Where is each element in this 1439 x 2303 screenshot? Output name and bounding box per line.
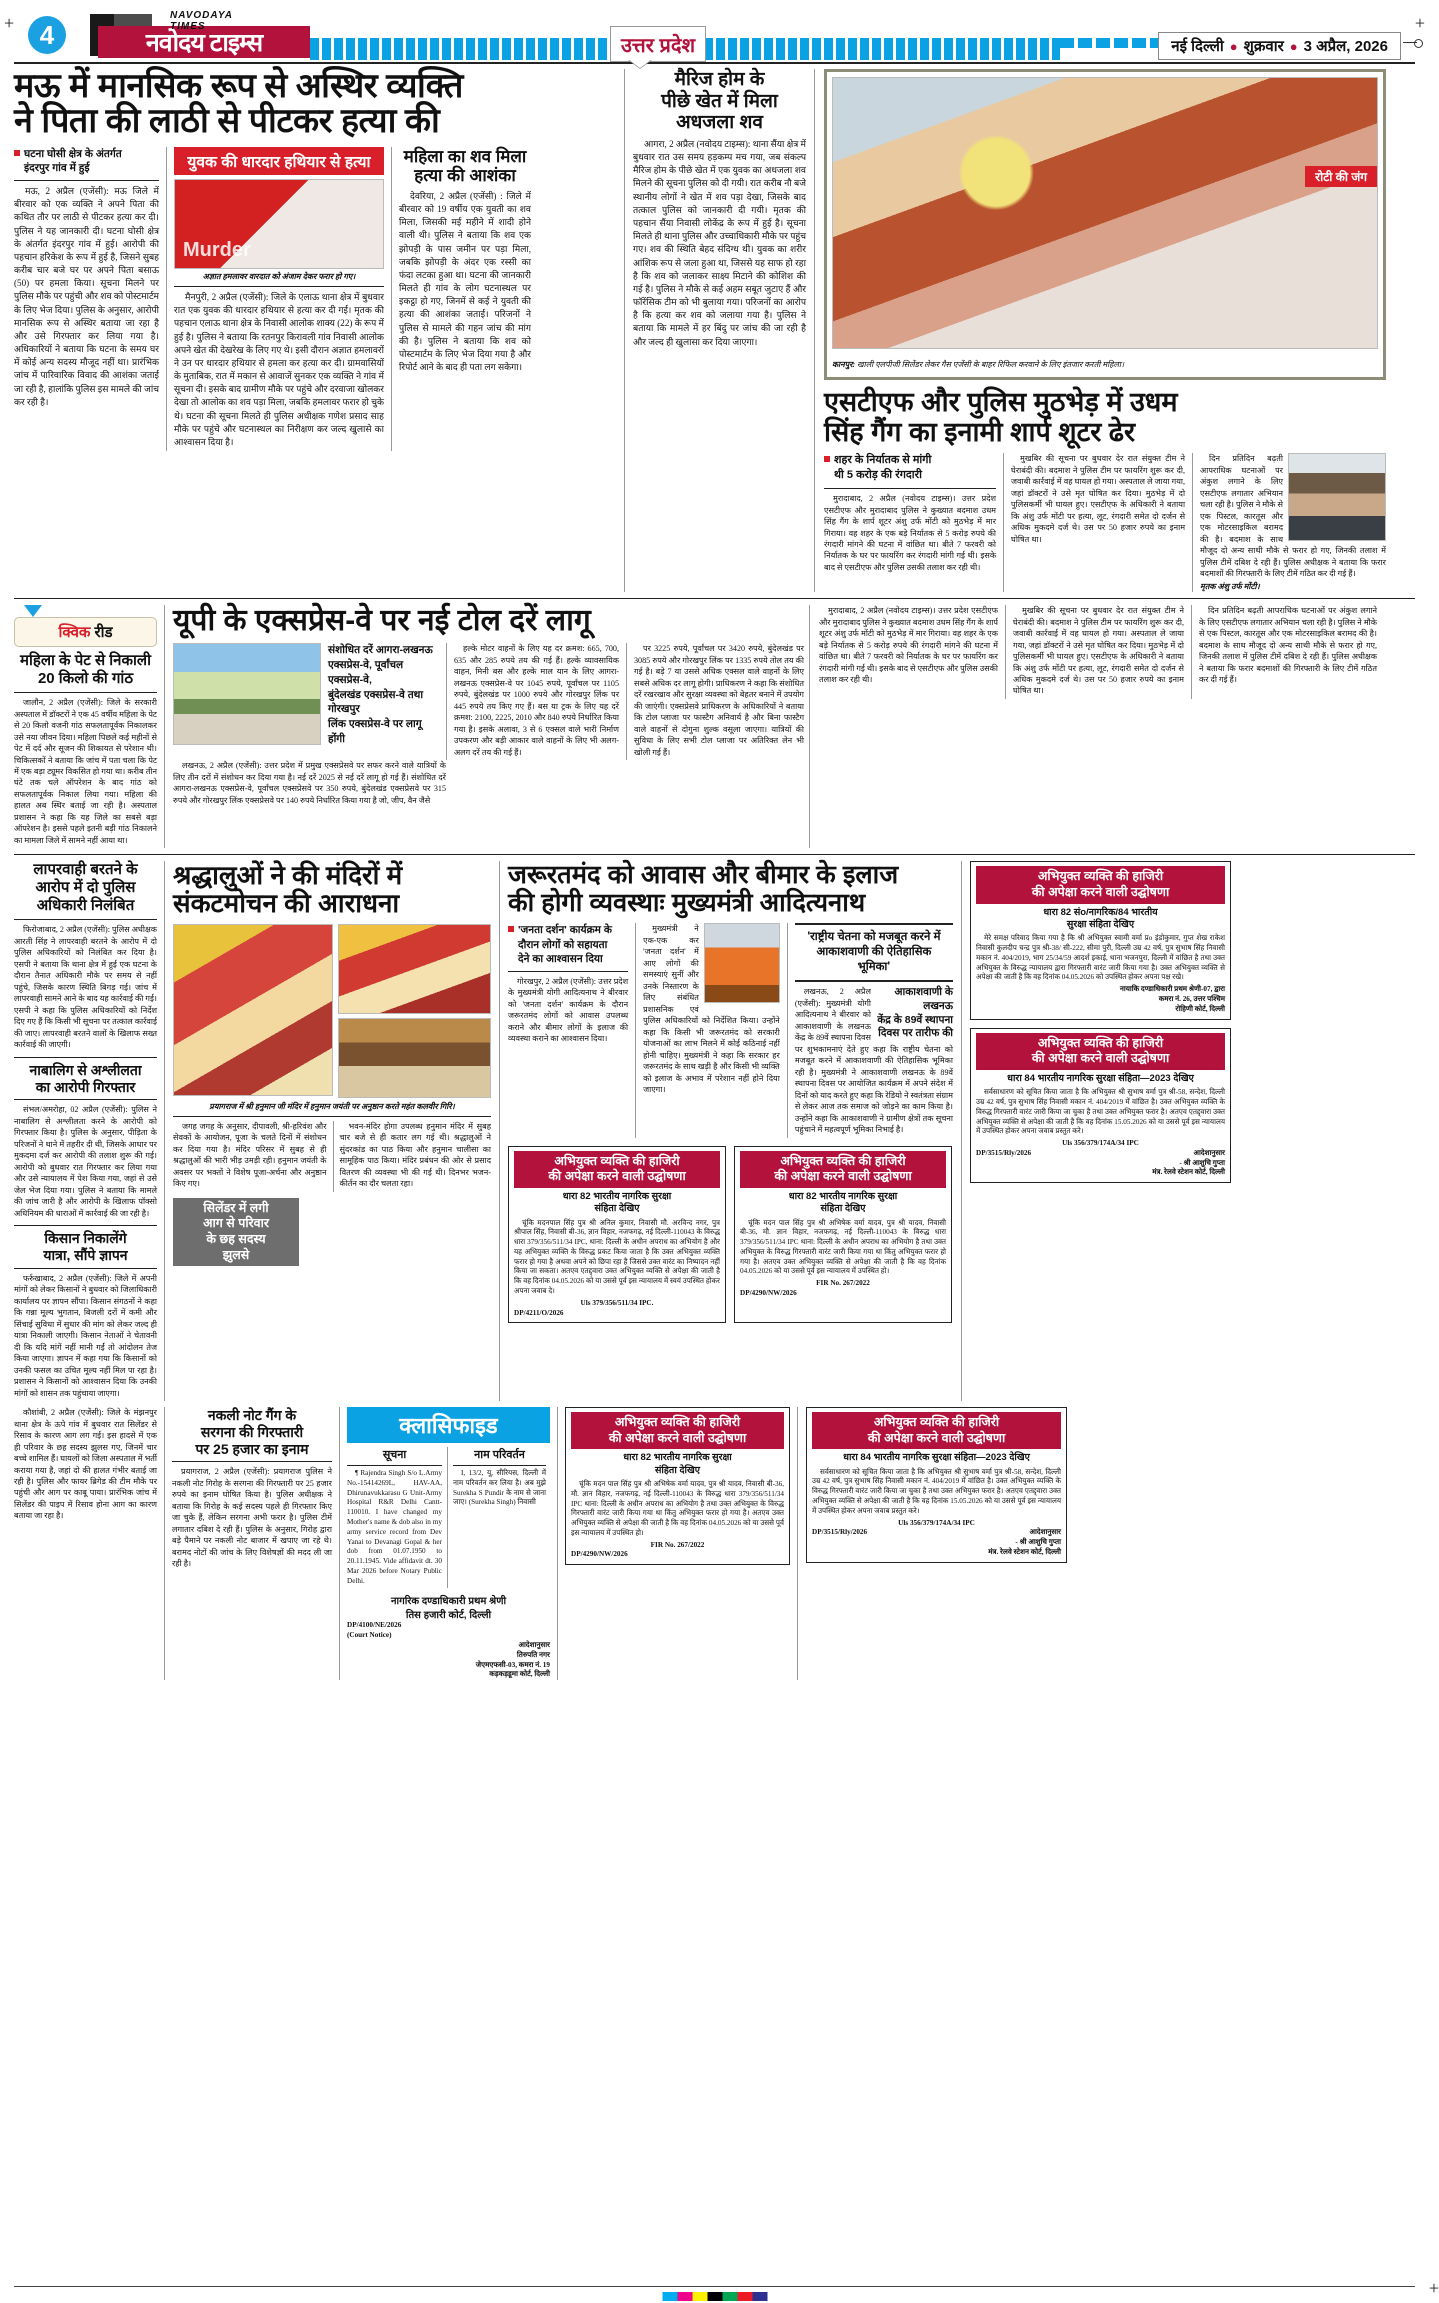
stf-kicker: [824, 453, 996, 483]
notice-f-sign: [988, 1528, 1061, 1557]
cm-quote-line2: आकाशवाणी की ऐतिहासिक भूमिका': [801, 945, 947, 975]
toll-col-1: [173, 760, 453, 808]
notice-d-title-2: की अपेक्षा करने वाली उद्घोषणा: [978, 1051, 1223, 1067]
classified-header: क्लासिफाइड: [347, 1407, 550, 1443]
notice-b-sub: [740, 1191, 946, 1216]
lead-columns: [14, 147, 624, 451]
notice-c-title-2: की अपेक्षा करने वाली उद्घोषणा: [978, 885, 1223, 901]
cmyk-red: [737, 2292, 752, 2301]
shraddha-rule: [173, 1116, 491, 1117]
notice-f-ref1: Uls 356/379/174A/34 IPC: [812, 1519, 1061, 1529]
toll-photo-col: [173, 643, 328, 760]
notice-f-sign-1: आदेशानुसार: [988, 1528, 1061, 1538]
minor-rule-top: [14, 1057, 157, 1058]
lead-headline-line1: मऊ में मानसिक रूप से अस्थिर व्यक्ति: [14, 69, 624, 104]
stf-body-1: मुरादाबाद, 2 अप्रैल (नवोदय टाइम्स)। उत्तर प्रदेश एसटीएफ और मुरादाबाद पुलिस ने कुख्यात बदमाश उधम सिंह गैंग के शार्प शूटर अंशु उर्फ मोंटी को मुठभेड़ में मार गिराया। वह शहर के एक बड़े निर्यातक से 5 करोड़ रुपये की रंगदारी मांगने की घटना में वांछित था। बीते 7 फरवरी को निर्यातक के घर पर फायरिंग कर रंगदारी मांगी गई थी। इसके बाद से एसटीएफ और पुलिस उसकी तलाश कर रही थी।: [824, 493, 996, 573]
bottom-block: [14, 1407, 1415, 1680]
stf-headline: [824, 388, 1386, 447]
notice-b-title-1: अभियुक्त व्यक्ति की हाजिरी: [742, 1154, 944, 1170]
notice-d: [970, 1028, 1231, 1184]
knife-photo-caption: अज्ञात हमलावर वारदात को अंजाम देकर फरार हो गए।: [174, 272, 384, 282]
bottom-left-col: [14, 1407, 164, 1680]
lead-col-3: [391, 147, 531, 451]
page-bottom-rule: [14, 2286, 1415, 2287]
cylinder-fire-tag: [173, 1198, 299, 1267]
top-block: [14, 69, 1415, 592]
bottom-right-col: [797, 1407, 1067, 1680]
notice-e-body: चूंकि मदन पाल सिंह पुत्र श्री अभिषेक वर्मा यादव, पुत्र श्री यादव, निवासी बी-36, मौ. ज्ञान विहार, नजफगढ़, नई दिल्ली-110043 के विरुद्ध धारा 379/356/511/34 IPC थाना: दिल्ली के अधीन अपराध का अभियोग है तथा उक्त अभियुक्त के विरुद्ध गिरफ्तारी वारंट जारी किया गया था किंतु अभियुक्त फरार हो गया है। अतएव उक्त अभियुक्त व्यक्ति से अपेक्षा की जाती है कि वह दिनांक 04.05.2026 को या उससे पूर्व इस न्यायालय में उपस्थित हो।: [571, 1480, 784, 1539]
cm-columns: [508, 923, 953, 1137]
toll-body-1: लखनऊ, 2 अप्रैल (एजेंसी): उत्तर प्रदेश में प्रमुख एक्सप्रेसवे पर सफर करने वाले यात्रियों के लिए तीन दरों में संशोधन कर दिया गया है। नई दरें 2025 से नई दरें लागू हो गई हैं। संशोधित दरें आगरा-लखनऊ एक्सप्रेस-वे, पूर्वांचल एक्सप्रेसवे पर 350 रुपये, बुंदेलखंड एक्सप्रेसवे पर 315 रुपये और गोरखपुर लिंक एक्सप्रेसवे पर 140 रुपये निर्धारित किया गया है जो, जीप, वैन जैसे: [173, 760, 446, 806]
notice-a-sub-1: धारा 82 भारतीय नागरिक सुरक्षा: [514, 1191, 720, 1203]
classified-ref-b: (Court Notice): [347, 1631, 550, 1641]
classified-sign-1: आदेशानुसार: [347, 1641, 550, 1651]
cm-col-1: [508, 923, 635, 1137]
logo-english-text: NAVODAYA TIMES: [170, 10, 233, 32]
cm-headline-line2: की होगी व्यवस्थाः मुख्यमंत्री आदित्यनाथ: [508, 889, 953, 917]
quick-read-headline: [14, 652, 157, 688]
notice-b-title-2: की अपेक्षा करने वाली उद्घोषणा: [742, 1169, 944, 1185]
minor-body: संभल/अमरोहा, 02 अप्रैल (एजेंसी): पुलिस ने नाबालिग से अश्लीलता करने के आरोपी को गिरफ्तार किया है। पुलिस के अनुसार, पीड़िता के परिजनों ने थाने में तहरीर दी थी, जिसके आधार पर मुकदमा दर्ज कर आरोपी की तलाश शुरू की गई। आरोपी को बुधवार रात गिरफ्तार कर लिया गया और उसे न्यायालय में पेश किया गया, जहां से उसे जेल भेज दिया गया। पुलिस ने बताया कि मामले की जांच जारी है और आरोपी के खिलाफ पॉक्सो अधिनियम की धाराओं में कार्रवाई की जा रही है।: [14, 1104, 157, 1219]
notice-c-sign-3: रोहिणी कोर्ट, दिल्ली: [976, 1005, 1225, 1015]
notice-d-sign-2: - श्री आशुचि गुप्ता: [1152, 1159, 1225, 1169]
col4-headline-line1: मैरिज होम के: [633, 69, 806, 91]
bullet-icon-cm: [508, 926, 514, 932]
cm-kicker: [508, 923, 628, 966]
toll-subhead-line4: लिंक एक्सप्रेस-वे पर लागू होंगी: [328, 717, 439, 746]
shraddha-story: [164, 861, 499, 1401]
notice-b-sub-2: संहिता देखिए: [740, 1203, 946, 1215]
toll-plaza-photo: [173, 643, 321, 745]
col3-headline-line1: महिला का शव मिला: [399, 147, 531, 167]
notice-c-sign: [976, 985, 1225, 1014]
stf-col-1: [824, 453, 1003, 592]
notice-f-sign-3: मंत्र. रेलवे स्टेशन कोर्ट, दिल्ली: [988, 1548, 1061, 1558]
cm-body-3: लखनऊ, 2 अप्रैल (एजेंसी): मुख्यमंत्री योगी आदित्यनाथ ने बीरवार को आकाशवाणी के लखनऊ केंद्र के 89वें स्थापना दिवस पर शुभकामनाएं देते हुए कहा कि राष्ट्रीय चेतना को मजबूत करने में आकाशवाणी की ऐतिहासिक भूमिका रही है। मुख्यमंत्री ने आकाशवाणी लखनऊ के 89वें स्थापना दिवस पर आयोजित कार्यक्रम में अपने संदेश में दिनों को याद करते हुए कहा कि रेडियो ने स्वतंत्रता संग्राम से लेकर आज तक समाज को जोड़ने का काम किया है। उन्होंने कहा कि आकाशवाणी ने ग्रामीण क्षेत्रों तक सूचना पहुंचाने में महत्वपूर्ण भूमिका निभाई है।: [795, 986, 953, 1135]
quick-read-headline-line2: 20 किलो की गांठ: [14, 670, 157, 688]
cmyk-black: [707, 2292, 722, 2301]
notice-e-sub-2: संहिता देखिए: [571, 1465, 784, 1477]
cm-headline: [508, 861, 953, 917]
stf-body-2: मुखबिर की सूचना पर बुधवार देर रात संयुक्त टीम ने घेराबंदी की। बदमाश ने पुलिस टीम पर फायरिंग शुरू कर दी, जवाबी कार्रवाई में वह घायल हो गया। अस्पताल ले जाया गया, जहां डॉक्टरों ने उसे मृत घोषित कर दिया। मुठभेड़ में दो पुलिसकर्मी भी घायल हुए। एसटीएफ के अधिकारी ने बताया कि अंशु उर्फ मोंटी पर हत्या, लूट, रंगदारी समेत दो दर्जन से अधिक मुकदमे दर्ज थे। उस पर 50 हजार रुपये का इनाम घोषित था।: [1011, 453, 1185, 545]
col3-headline: [399, 147, 531, 186]
toll-spacer: [453, 760, 803, 808]
notice-a-body: चूंकि मदनपाल सिंह पुत्र श्री अनिल कुमार, निवासी मौ. अरविन्द नगर, पुत्र श्रीपाल सिंह, निवासी बी-36, ज्ञान विहार, नजफगढ़, नई दिल्ली-110043 के विरुद्ध धारा 379/356/511/34 IPC, थाना: दिल्ली के अधीन अपराध का अभियोग है और यह अभियुक्त व्यक्ति के विरुद्ध प्रकट किया जाता है कि उक्त अभियुक्त व्यक्ति फरार हो गया है अथवा अपने को छिपा रहा है जिससे उक्त वारंट का निष्पादन नहीं किया जा सकता। अतएव एतद्द्वारा उक्त अभियुक्त व्यक्ति से अपेक्षा की जाती है कि वह दिनांक 04.05.2026 को या उससे पूर्व इस न्यायालय में स्वयं उपस्थित होकर अपना जवाब दे।: [514, 1219, 720, 1297]
stf-kicker-rule: [824, 488, 996, 489]
cm-radio-line2: केंद्र के 89वें स्थापना: [871, 1014, 953, 1028]
main-photo-frame: [824, 69, 1386, 380]
notice-f: [806, 1407, 1067, 1563]
shraddha-body-2: भवन-मंदिर होगा उपलब्ध हनुमान मंदिर में सुबह चार बजे से ही कतार लग गई थी। श्रद्धालुओं ने सुंदरकांड का पाठ किया और हनुमान चालीसा का सामूहिक पाठ किया। मंदिर प्रबंधन की ओर से प्रसाद वितरण की व्यवस्था भी की गई थी। दिनभर भजन-कीर्तन का दौर चलता रहा।: [340, 1121, 492, 1190]
notice-c-sign-2: कमरा नं. 26, उत्तर पश्चिम: [976, 995, 1225, 1005]
shraddha-columns: [173, 1121, 491, 1192]
lead-kicker-rule: [14, 180, 159, 181]
classified-right-rule: [453, 1465, 546, 1466]
quick-read-tag: [14, 617, 157, 647]
toll-headline: यूपी के एक्सप्रेस-वे पर नई टोल दरें लागू: [173, 605, 809, 637]
bullet-icon: [14, 150, 20, 156]
shraddha-headline: [173, 861, 491, 917]
shraddha-headline-line2: संकटमोचन की आराधना: [173, 889, 491, 917]
notice-b-body: चूंकि मदन पाल सिंह पुत्र श्री अभिषेक वर्मा यादव, पुत्र श्री यादव, निवासी बी-36, मौ. ज्ञान विहार, नजफगढ़, नई दिल्ली-110043 के विरुद्ध धारा 379/356/511/34 IPC थाना: दिल्ली के अधीन अपराध का अभियोग है तथा उक्त अभियुक्त के विरुद्ध गिरफ्तारी वारंट जारी किया गया था किंतु अभियुक्त फरार हो गया है। अतएव उक्त अभियुक्त व्यक्ति से अपेक्षा की जाती है कि वह दिनांक 04.05.2026 को या उससे पूर्व इस न्यायालय में उपस्थित हो।: [740, 1219, 946, 1278]
farmer-headline-line2: यात्रा, सौंपे ज्ञापन: [14, 1247, 157, 1264]
shraddha-col-2: [333, 1121, 492, 1192]
shraddha-body-1: जगह जगह के अनुसार, दीपावली, श्री-हरिवंश और सेवकों के आयोजन, पूजा के चलते दिनों में संशोधन कर दिया गया है। मंदिर परिसर में सुबह से ही श्रद्धालुओं की भारी भीड़ उमड़ी रही। हनुमान जयंती के अवसर पर भक्तों ने विशेष पूजा-अर्चना और अनुष्ठान किए गए।: [173, 1121, 327, 1190]
main-photo: [832, 77, 1378, 349]
dateline-dot-2: ●: [1290, 39, 1298, 54]
notice-b-fir: FIR No. 267/2022: [740, 1279, 946, 1289]
notice-b: [734, 1146, 952, 1324]
masthead-stripe-right: [704, 38, 1060, 60]
cm-quote: [795, 923, 953, 982]
cylinder-tag-line1: सिलेंडर में लगी: [176, 1201, 296, 1217]
shraddha-caption: प्रयागराज में श्री हनुमान जी मंदिर में हनुमान जयंती पर अनुष्ठान करते महंत कलवीर गिरि।: [173, 1102, 491, 1112]
quick-read-triangle-icon: [24, 605, 42, 617]
dateline-date: 3 अप्रैल, 2026: [1304, 36, 1388, 56]
bottom-notice-col: [557, 1407, 797, 1680]
notice-c: [970, 861, 1231, 1019]
farmer-rule-top: [14, 1225, 157, 1226]
quick-read-rule: [14, 692, 157, 693]
col2-body: मैनपुरी, 2 अप्रैल (एजेंसी): जिले के एलाऊ थाना क्षेत्र में बुधवार रात एक युवक की धारदार हथियार से हत्या कर दी गई। मृतक की पहचान एलाऊ थाना क्षेत्र के निवासी आलोक शाक्य (22) के रूप में हुई है। पुलिस ने बताया कि रतनपुर किरावली गांव निवासी आलोक अपने खेत की देखरेख के लिए गए थे। इसी दौरान अज्ञात हमलावरों ने उन पर धारदार हथियार से हमला कर हत्या कर दी। ग्रामवासियों के मुताबिक, रात में मकान से आवाजें सुनकर एक व्यक्ति ने गांव में सूचना दी। इसके बाद ग्रामीण मौके पर पहुंचे और दरवाजा खोलकर देखा तो आलोक का शव पड़ा मिला, जबकि हमलावर फरार हो चुके थे। घटना की सूचना मिलते ही पुलिस अधीक्षक गणेश प्रसाद साह मौके पर पहुंचे और घटनास्थल का निरीक्षण कर जल्द खुलासे का आश्वासन दिया है।: [174, 291, 384, 449]
cmyk-registration-bar: [662, 2292, 767, 2301]
temple-photo-3: [338, 1018, 491, 1098]
notice-c-head: [976, 866, 1225, 903]
fake-note-line3: पर 25 हजार का इनाम: [172, 1441, 332, 1458]
cm-headline-line1: जरूरतमंद को आवास और बीमार के इलाज: [508, 861, 953, 889]
knife-photo: Murder: [174, 179, 384, 269]
cmyk-blue: [752, 2292, 767, 2301]
stf-more-1: [819, 605, 1005, 699]
stf-headline-line1: एसटीएफ और पुलिस मुठभेड़ में उधम: [824, 388, 1386, 418]
quick-read-body: जालौन, 2 अप्रैल (एजेंसी): जिले के सरकारी अस्पताल में डॉक्टरों ने एक 45 वर्षीय महिला के पेट से 20 किलो वजनी गांठ सफलतापूर्वक निकालकर उसे नया जीवन दिया। महिला पिछले कई महीनों से पेट में दर्द और सूजन की शिकायत से परेशान थी। चिकित्सकों ने बताया कि जांच में पता चला कि पेट में एक बड़ा ट्यूमर विकसित हो गया था। करीब तीन घंटे तक चले ऑपरेशन के बाद गांठ को सफलतापूर्वक निकाल लिया गया। महिला की हालत अब स्थिर बताई जा रही है। अस्पताल प्रशासन ने कहा कि यह जिले का सबसे बड़ा ऑपरेशन है। इससे पहले इतनी बड़ी गांठ निकालने का मामला जिले में सामने नहीं आया था।: [14, 697, 157, 846]
notice-d-body: सर्वसाधारण को सूचित किया जाता है कि अभियुक्त श्री सुभाष वर्मा पुत्र श्री-58, सन्देश, दिल्ली उम्र 42 वर्ष, पुत्र सुभाष सिंह निवासी मकान नं. 404/2019 में वांछित है। उक्त अभियुक्त व्यक्ति के विरुद्ध गिरफ्तारी वारंट जारी किया जा चुका है तथा उक्त अभियुक्त फरार है। अतएव एतद्द्वारा उक्त अभियुक्त व्यक्ति से अपेक्षा की जाती है कि वह दिनांक 15.05.2026 को या उससे पूर्व इस न्यायालय में उपस्थित होकर अपना जवाब प्रस्तुत करे।: [976, 1088, 1225, 1137]
lead-kicker-line1: घटना घोसी क्षेत्र के अंतर्गत: [24, 148, 122, 160]
lower-block: [14, 861, 1415, 1401]
bullet-icon-stf: [824, 456, 830, 462]
classified-col-right: [447, 1447, 546, 1588]
lead-col-2: [166, 147, 391, 451]
crop-mark-top-right: +: [1415, 14, 1425, 32]
notice-f-ref2: DP/3515/Rly/2026: [812, 1528, 867, 1557]
classified-ref: DP/4100/NE/2026: [347, 1621, 550, 1631]
toll-subhead: [328, 643, 439, 746]
lead-headline-line2: ने पिता की लाठी से पीटकर हत्या की: [14, 104, 624, 139]
fake-note-line2: सरगना की गिरफ्तारी: [172, 1424, 332, 1441]
quick-read-tag-red: क्विक: [59, 624, 91, 641]
cm-kicker-line3: देने का आश्वासन दिया: [508, 952, 628, 966]
logo-hindi-text: नवोदय टाइम्स: [98, 26, 310, 58]
minor-headline-line1: नाबालिग से अश्लीलता: [14, 1062, 157, 1079]
stf-body-3: दिन प्रतिदिन बढ़ती आपराधिक घटनाओं पर अंकुश लगाने के लिए एसटीएफ लगातार अभियान चला रही है। पुलिस ने मौके से एक पिस्टल, कारतूस और एक मोटरसाइकिल बरामद की है। बदमाश के साथ मौजूद दो अन्य साथी मौके से फरार हो गए, जिनकी तलाश में पुलिस टीमें दबिश दे रही हैं। पुलिस अधीक्षक ने बताया कि फरार बदमाशों की गिरफ्तारी के लिए टीमें गठित कर दी गई हैं।: [1200, 453, 1386, 579]
notice-c-sub-2: सुरक्षा संहिता देखिए: [976, 919, 1225, 931]
classified-notary: [347, 1593, 550, 1621]
toll-col-2: [446, 643, 626, 760]
classified-sign-3: जेएमएफसी-03, कमरा नं. 19: [347, 1661, 550, 1671]
notice-e: [565, 1407, 790, 1565]
masthead-stripe-left: [310, 38, 610, 60]
notice-e-title-2: की अपेक्षा करने वाली उद्घोषणा: [573, 1431, 782, 1447]
notice-f-footer: [812, 1528, 1061, 1557]
notice-b-sub-1: धारा 82 भारतीय नागरिक सुरक्षा: [740, 1191, 946, 1203]
main-photo-caption: [832, 354, 1378, 372]
stf-photo-caption: मृतक अंशु उर्फ मोंटी।: [1200, 582, 1386, 592]
middle-block: [14, 605, 1415, 848]
masthead-bottom-rule: [14, 62, 1415, 64]
quick-read-tag-black: रीड: [94, 624, 112, 641]
temple-photo-2: [338, 924, 491, 1014]
col3-body: देवरिया, 2 अप्रैल (एजेंसी) : जिले में बीरवार को 19 वर्षीय एक युवती का शव मिला, जिसकी मई महीने में शादी होने वाली थी। पुलिस ने बताया कि शव एक झोपड़ी के पास जमीन पर पड़ा मिला, जबकि झोपड़ी के अंदर एक रस्सी का फंदा लटका हुआ था। घटना की जानकारी मिलते ही गांव के लोग घटनास्थल पर इकट्ठा हो गए, जिनमें से कई ने युवती की हत्या की आशंका जताई। परिजनों ने पुलिस से मामले की गहन जांच की मांग की है। पुलिस ने बताया कि शव को पोस्टमार्टम के लिए भेज दिया गया है और रिपोर्ट आने के बाद ही पता लग सकेगा।: [399, 190, 531, 374]
police-suspend-body: फिरोजाबाद, 2 अप्रैल (एजेंसी): पुलिस अधीक्षक आरती सिंह ने लापरवाही बरतने के आरोप में दो पुलिस अधिकारियों को निलंबित कर दिया है। एसपी ने बताया कि थाना क्षेत्र में हुई एक घटना के दौरान तैनात अधिकारी मौके पर समय से नहीं पहुंचे, जिसके कारण स्थिति बिगड़ गई। जांच में लापरवाही सामने आने के बाद यह कार्रवाई की गई। एसपी ने कहा कि पुलिस अधिकारियों को निर्देश दिए गए हैं कि किसी भी सूचना पर तत्काल कार्रवाई की जाए। लापरवाही बरतने वालों के खिलाफ सख्त कार्रवाई की जाएगी।: [14, 924, 157, 1050]
photo-tag: रोटी की जंग: [1305, 166, 1377, 187]
notice-d-footer: [976, 1149, 1225, 1178]
minor-rule: [14, 1099, 157, 1100]
toll-body-2: हल्के मोटर वाहनों के लिए यह दर क्रमश: 665, 700, 635 और 285 रुपये तय की गई हैं। हल्के व्यावसायिक वाहन, मिनी बस और हल्के माल यान के लिए आगरा-लखनऊ एक्सप्रेस-वे पर 1045 रुपये, पूर्वांचल पर 1105 रुपये, बुंदेलखंड पर 1000 रुपये और गोरखपुर लिंक पर 445 रुपये तय किए गए हैं। बस या ट्रक के लिए यह दरें क्रमश: 2100, 2225, 2010 और 840 रुपये निर्धारित किया गया है। इसके अलावा, 3 से 6 एक्सल वाले भारी निर्माण उपकरण और बड़ी आकार वाले वाहनों के लिए भी अलग-अलग दरें तय की गई हैं।: [454, 643, 619, 758]
dateline-dot-1: ●: [1230, 39, 1238, 54]
notice-e-title-1: अभियुक्त व्यक्ति की हाजिरी: [573, 1415, 782, 1431]
cm-story: [499, 861, 961, 1401]
notice-d-ref1: Uls 356/379/174A/34 IPC: [976, 1139, 1225, 1149]
lead-story-block: [14, 69, 624, 592]
notice-c-body: मेरे समक्ष परिवाद किया गया है कि श्री अभियुक्त स्वामी वर्मा प्रo इंडोकुमार, गुप्त शेख राकेश निवासी कुलदीप चन्द्र पुत्र श्री-38/ सी-222, सीमा पुरी, दिल्ली उम्र 42 वर्ष, पुत्र सुभाष सिंह निवासी मकान नं. 404/2019, भाग 25/34/59 आदर्श इकाई, थाना भजनपुरा, दिल्ली में वांछित है तथा उक्त अभियुक्त के विरुद्ध न्यायालय द्वारा गिरफ्तारी वारंट जारी किया गया है। उक्त अभियुक्त व्यक्ति से अपेक्षा की जाती है कि वह दिनांक 04.05.2026 को उपस्थित होकर अपना पक्ष रखे।: [976, 934, 1225, 983]
notice-a-sub-2: संहिता देखिए: [514, 1203, 720, 1215]
classified-notary-1: नागरिक दण्डाधिकारी प्रथम श्रेणी: [347, 1593, 550, 1607]
classified-notary-2: तिस हजारी कोर्ट, दिल्ली: [347, 1607, 550, 1621]
middle-block-rule: [14, 854, 1415, 855]
fake-note-line1: नकली नोट गैंग के: [172, 1407, 332, 1424]
notice-e-ref: DP/4290/NW/2026: [571, 1550, 784, 1560]
classified-columns: [347, 1447, 550, 1588]
minor-headline-line2: का आरोपी गिरफ्तार: [14, 1079, 157, 1096]
temple-photo-1: [173, 924, 333, 1096]
stf-more-body-1: मुरादाबाद, 2 अप्रैल (नवोदय टाइम्स)। उत्तर प्रदेश एसटीएफ और मुरादाबाद पुलिस ने कुख्यात बदमाश उधम सिंह गैंग के शार्प शूटर अंशु उर्फ मोंटी को मुठभेड़ में मार गिराया। वह शहर के एक बड़े निर्यातक से 5 करोड़ रुपये की रंगदारी मांगने की घटना में वांछित था। बीते 7 फरवरी को निर्यातक के घर पर फायरिंग कर रंगदारी मांगी गई थी। इसके बाद से एसटीएफ और पुलिस उसकी तलाश कर रही थी।: [819, 605, 998, 685]
toll-subhead-line2: एक्सप्रेस-वे, पूर्वांचल एक्सप्रेस-वे,: [328, 658, 439, 687]
col2-redbar: युवक की धारदार हथियार से हत्या: [174, 147, 384, 175]
cylinder-body: कौशांबी, 2 अप्रैल (एजेंसी): जिले के मंझनपुर थाना क्षेत्र के ऊपे गांव में बुधवार रात सिलेंडर से रिसाव के कारण आग लग गई। इस हादसे में एक ही परिवार के छह सदस्य झुलस गए, जिनमें चार बच्चे शामिल हैं। घायलों को जिला अस्पताल में भर्ती कराया गया है, जहां दो की हालत गंभीर बताई जा रही है। पुलिस और फायर ब्रिगेड की टीम मौके पर पहुंची और आग पर काबू पाया। प्रारंभिक जांच में सिलेंडर की पाइप में रिसाव होना आग का कारण बताया जा रहा है।: [14, 1407, 157, 1522]
stf-more-3: [1191, 605, 1377, 699]
farmer-rule: [14, 1268, 157, 1269]
newspaper-page: [0, 8, 1429, 2303]
section-tag-notch: [628, 59, 652, 68]
cm-body-1: गोरखपुर, 2 अप्रैल (एजेंसी): उत्तर प्रदेश के मुख्यमंत्री योगी आदित्यनाथ ने बीरवार को 'जनता दर्शन' कार्यक्रम के दौरान जरूरतमंद लोगों को आवास उपलब्ध कराने और बीमार लोगों के इलाज की व्यवस्था कराने का आश्वासन दिया।: [508, 976, 628, 1045]
right-block: [814, 69, 1386, 592]
notice-a-sec: Uls 379/356/511/34 IPC.: [514, 1299, 720, 1309]
cm-kicker-line1: 'जनता दर्शन' कार्यक्रम के: [518, 924, 612, 936]
cmyk-magenta: [677, 2292, 692, 2301]
cm-radio-line3: दिवस पर तारीफ की: [871, 1027, 953, 1041]
cylinder-tag-line3: के छह सदस्य: [176, 1232, 296, 1248]
notice-e-sub-1: धारा 82 भारतीय नागरिक सुरक्षा: [571, 1452, 784, 1464]
fake-note-rule: [172, 1461, 332, 1462]
classified-block: [339, 1407, 557, 1680]
cylinder-tag-line2: आग से परिवार: [176, 1216, 296, 1232]
toll-body-3: पर 3225 रुपये, पूर्वांचल पर 3420 रुपये, बुंदेलखंड पर 3085 रुपये और गोरखपुर लिंक पर 1335 रुपये तोल तय की गई है। बड़े 7 या उससे अधिक एक्सल वाले वाहनों के लिए सबसे अधिक दर लागू होगी। प्राधिकरण ने कहा कि संशोधित दरें रखरखाव और सुरक्षा व्यवस्था को बेहतर बनाने में उपयोग की जाएंगी। एक्सप्रेसवे प्राधिकरण के अधिकारियों ने बताया कि टोल प्लाजा पर फास्टैग अनिवार्य है और बिना फास्टैग वाले वाहनों से दोगुना शुल्क वसूला जाएगा। यात्रियों की सुविधा के लिए सभी टोल प्लाजा पर अतिरिक्त लेन भी खोली गई हैं।: [634, 643, 804, 758]
notice-b-head: [740, 1151, 946, 1188]
stf-more-body-3: दिन प्रतिदिन बढ़ती आपराधिक घटनाओं पर अंकुश लगाने के लिए एसटीएफ लगातार अभियान चला रही है। पुलिस ने मौके से एक पिस्टल, कारतूस और एक मोटरसाइकिल बरामद की है। बदमाश के साथ मौजूद दो अन्य साथी मौके से फरार हो गए, जिनकी तलाश में पुलिस टीमें दबिश दे रही हैं। पुलिस अधीक्षक ने बताया कि फरार बदमाशों की गिरफ्तारी के लिए टीमें गठित कर दी गई हैं।: [1199, 605, 1377, 685]
classified-col-left: [347, 1447, 447, 1588]
classified-right-body: I, 13/2, यू, सीरियस, दिल्ली में नाम परिवर्तन कर लिया है। अब मुझे Surekha S Pundir के नाम से जाना जाए। (Surekha Singh) निवासी: [453, 1469, 546, 1508]
notice-d-sign-3: मंत्र. रेलवे स्टेशन कोर्ट, दिल्ली: [1152, 1168, 1225, 1178]
main-photo-caption-text: खाली एलपीजी सिलेंडर लेकर गैस एजेंसी के बाहर रिफिल करवाने के लिए इंतजार करती महिला।: [855, 360, 1124, 369]
notice-d-sign-1: आदेशानुसार: [1152, 1149, 1225, 1159]
cmyk-cyan: [662, 2292, 677, 2301]
classified-right-head: नाम परिवर्तन: [453, 1447, 546, 1462]
notice-f-sign-2: - श्री आशुचि गुप्ता: [988, 1538, 1061, 1548]
notice-a-ref: DP/4211/O/2026: [514, 1309, 720, 1319]
stf-kicker-line2: थी 5 करोड़ की रंगदारी: [824, 468, 996, 483]
cm-notices: [508, 1146, 953, 1324]
main-photo-caption-place: कानपुर:: [832, 360, 855, 369]
lead-col-1: [14, 147, 166, 451]
col4-headline: [633, 69, 806, 134]
police-suspend-line2: आरोप में दो पुलिस: [14, 879, 157, 897]
lead-body: मऊ, 2 अप्रैल (एजेंसी): मऊ जिले में बीरवार को एक व्यक्ति ने अपने पिता की कथित तौर पर लाठी से पीटकर हत्या कर दी। पुलिस ने यह जानकारी दी। घटना घोसी क्षेत्र के अंतर्गत इंदरपुर गांव में हुई। आरोपी की पहचान हरिकेश के रूप में हुई है, जिसने सुबह करीब चार बजे घर पर अपने पिता बसाऊ (50) पर हमला किया। सूचना मिलने पर पुलिस मौके पर पहुंची और शव को पोस्टमार्टम के लिए भेज दिया। पुलिस के अनुसार, आरोपी मानसिक रूप से अस्थिर बताया जा रहा है और उसे गिरफ्तार कर लिया गया है। अधिकारियों ने बताया कि घटना के समय घर में कोई अन्य सदस्य मौजूद नहीं था। प्रारंभिक जांच में पारिवारिक विवाद की आशंका जताई जा रही है, हालांकि पुलिस इस मामले की जांच कर रही है।: [14, 185, 159, 409]
toll-col-3: [626, 643, 804, 760]
crop-mark-top-left: +: [4, 14, 14, 32]
col3-headline-line2: हत्या की आशंका: [399, 166, 531, 186]
cm-kicker-line2: दौरान लोगों को सहायता: [508, 938, 628, 952]
top-block-rule: [14, 598, 1415, 599]
shraddha-photos: [173, 924, 491, 1098]
police-suspend-line3: अधिकारी निलंबित: [14, 897, 157, 915]
toll-subhead-line3: बुंदेलखंड एक्सप्रेस-वे तथा गोरखपुर: [328, 688, 439, 717]
toll-subhead-line1: संशोधित दरें आगरा-लखनऊ: [328, 643, 439, 658]
temple-photo-stack: [338, 924, 491, 1098]
cm-radio-title: [871, 986, 953, 1041]
dateline-day: शुक्रवार: [1244, 36, 1284, 56]
crop-mark-bottom-right: +: [1429, 2279, 1439, 2297]
fake-note-body: प्रयागराज, 2 अप्रैल (एजेंसी): प्रयागराज पुलिस ने नकली नोट गिरोह के सरगना की गिरफ्तारी पर 25 हजार रुपये का इनाम घोषित किया है। पुलिस अधीक्षक ने बताया कि गिरोह के कई सदस्य पहले ही गिरफ्तार किए जा चुके हैं, लेकिन सरगना अभी फरार है। पुलिस टीमें लगातार दबिश दे रही हैं। पुलिस के अनुसार, गिरोह द्वारा बड़े पैमाने पर नकली नोट बाजार में खपाए जा रहे थे। बरामद नोटों की जांच के लिए विशेषज्ञों की मदद ली जा रही है।: [172, 1466, 332, 1569]
dateline-city: नई दिल्ली: [1171, 36, 1224, 56]
notice-c-sub: [976, 907, 1225, 932]
quick-read-block: [14, 605, 164, 848]
farmer-body: फर्रुखाबाद, 2 अप्रैल (एजेंसी): जिले में अपनी मांगों को लेकर किसानों ने बुधवार को जिलाधिकारी कार्यालय पर ज्ञापन सौंपा। किसान संगठनों ने कहा कि गन्ना मूल्य भुगतान, बिजली दरों में कमी और सिंचाई सुविधा में सुधार की मांग को लेकर जल्द ही यात्रा निकाली जाएगी। किसान नेताओं ने चेतावनी दी कि यदि मांगें नहीं मानी गईं तो आंदोलन तेज किया जाएगा। ज्ञापन में कहा गया कि किसानों को उनकी फसल का उचित मूल्य नहीं मिल पा रहा है। प्रशासन ने किसानों को आश्वासन दिया कि उनकी मांगों को शासन तक पहुंचाया जाएगा।: [14, 1273, 157, 1399]
toll-story: [164, 605, 809, 848]
col4-headline-line3: अधजला शव: [633, 112, 806, 134]
police-suspend-headline: [14, 861, 157, 915]
notice-f-head: [812, 1412, 1061, 1449]
cm-col-3: [787, 923, 953, 1137]
classified-left-head: सूचना: [347, 1447, 442, 1462]
col4-headline-line2: पीछे खेत में मिला: [633, 91, 806, 113]
notice-e-fir: FIR No. 267/2022: [571, 1541, 784, 1551]
registration-circle: [1414, 39, 1423, 48]
lead-kicker-line2: इंदरपुर गांव में हुई: [14, 161, 159, 175]
notice-a-title-2: की अपेक्षा करने वाली उद्घोषणा: [516, 1169, 718, 1185]
stf-headline-line2: सिंह गैंग का इनामी शार्प शूटर ढेर: [824, 418, 1386, 448]
stf-photo: [1288, 453, 1386, 541]
dateline: [1158, 32, 1401, 60]
notice-a-title-1: अभियुक्त व्यक्ति की हाजिरी: [516, 1154, 718, 1170]
lead-kicker: [14, 147, 159, 175]
classified-sign-4: कड़कड़डूमा कोर्ट, दिल्ली: [347, 1670, 550, 1680]
classified-left-body: ¶ Rajendra Singh S/o L.Army No.-15414269L, HAV-AA, Dhirunavukkarasu G Unit-Army Hospital R&R Delhi Cantt-110010. I have changed my Mother's name & dob also in my army service record from Dev Yanai to Devanagi Gopal & her dob from 01.07.1950 to 20.11.1945. Vide affidavit dt. 30 Mar 2026 before Notary Public Delhi.: [347, 1469, 442, 1586]
cmyk-yellow: [692, 2292, 707, 2301]
cm-photo: [704, 923, 780, 1003]
shraddha-headline-line1: श्रद्धालुओं ने की मंदिरों में: [173, 861, 491, 889]
notice-a-sub: [514, 1191, 720, 1216]
col4-body: आगरा, 2 अप्रैल (नवोदय टाइम्स): थाना सैंया क्षेत्र में बुधवार रात उस समय हड़कम्प मच गया, जब संकल्प मैरिज होम के पीछे खेत में एक युवक का अधजला शव मिलने की सूचना पुलिस को दी गयी। रात करीब नौ बजे स्थानीय लोगों ने खेत में शव पड़ा देखा, जिसके बाद तत्काल पुलिस को जानकारी दी गयी। मृतक की पहचान सैंया निवासी लोकेंद्र के रूप में हुई है। सूचना मिलते ही थाना पुलिस और उच्चाधिकारी मौके पर पहुंच गए। शव की स्थिति बेहद संदिग्ध थी। युवक का शरीर आंशिक रूप से जला हुआ था, जिससे यह साफ हो रहा है कि शव को जलाकर साक्ष्य मिटाने की कोशिश की गई है। पुलिस ने मौके से कई अहम सबूत जुटाए हैं और फॉरेंसिक टीम को भी बुलाया गया। परिजनों का आरोप है कि हत्या कर शव को जलाया गया है। पुलिस ने बताया कि मामले में हर बिंदु पर जांच की जा रही है और जल्द ही खुलासा कर दिया जाएगा।: [633, 138, 806, 349]
notice-d-sign: [1152, 1149, 1225, 1178]
toll-columns: [173, 643, 809, 760]
classified-sign: [347, 1641, 550, 1680]
stf-columns: [824, 453, 1386, 592]
cm-quote-line1: 'राष्ट्रीय चेतना को मजबूत करने में: [801, 930, 947, 945]
stf-col-3: [1192, 453, 1386, 592]
cm-body-2: मुख्यमंत्री ने एक-एक कर 'जनता दर्शन' में आए लोगों की समस्याएं सुनीं और उनके निस्तारण के लिए संबंधित प्रशासनिक एवं पुलिस अधिकारियों को निर्देशित किया। उन्होंने कहा कि किसी भी जरूरतमंद को सरकारी योजनाओं का लाभ मिलने में कोई कठिनाई नहीं होनी चाहिए। मुख्यमंत्री ने कहा कि सरकार हर जरूरतमंद के साथ खड़ी है और किसी भी व्यक्ति को इलाज के अभाव में परेशान नहीं होने दिया जाएगा।: [643, 923, 780, 1095]
left-stack: [14, 861, 164, 1401]
minor-headline: [14, 1062, 157, 1096]
section-tag: [610, 26, 706, 62]
cm-col-2: [635, 923, 787, 1137]
fake-note-headline: [172, 1407, 332, 1457]
notice-d-head: [976, 1033, 1225, 1070]
notice-e-head: [571, 1412, 784, 1449]
farmer-headline-line1: किसान निकालेंगे: [14, 1230, 157, 1247]
cm-radio-line1: आकाशवाणी के लखनऊ: [871, 986, 953, 1013]
notice-f-title-2: की अपेक्षा करने वाली उद्घोषणा: [814, 1431, 1059, 1447]
marriage-home-story: [624, 69, 814, 592]
stf-kicker-line1: शहर के निर्यातक से मांगी: [834, 454, 931, 466]
stf-more-body-2: मुखबिर की सूचना पर बुधवार देर रात संयुक्त टीम ने घेराबंदी की। बदमाश ने पुलिस टीम पर फायरिंग शुरू कर दी, जवाबी कार्रवाई में वह घायल हो गया। अस्पताल ले जाया गया, जहां डॉक्टरों ने उसे मृत घोषित कर दिया। मुठभेड़ में दो पुलिसकर्मी भी घायल हुए। एसटीएफ के अधिकारी ने बताया कि अंशु उर्फ मोंटी पर हत्या, लूट, रंगदारी समेत दो दर्जन से अधिक मुकदमे दर्ज थे। उस पर 50 हजार रुपये का इनाम घोषित था।: [1013, 605, 1184, 697]
cylinder-tag-line4: झुलसे: [176, 1248, 296, 1264]
notice-c-title-1: अभियुक्त व्यक्ति की हाजिरी: [978, 869, 1223, 885]
middle-right-columns: [819, 605, 1381, 699]
notice-d-ref2: DP/3515/Rly/2026: [976, 1149, 1031, 1178]
toll-lower-columns: [173, 760, 809, 808]
notice-b-ref: DP/4290/NW/2026: [740, 1289, 946, 1299]
notice-a-head: [514, 1151, 720, 1188]
right-notices: [961, 861, 1231, 1401]
farmer-headline: [14, 1230, 157, 1264]
notice-c-sign-1: नायाकि दण्डाधिकारी प्रथम श्रेणी-07, द्वारा: [976, 985, 1225, 995]
fake-note-story: [164, 1407, 339, 1680]
notice-f-sub: धारा 84 भारतीय नागरिक सुरक्षा संहिता—2023 देखिए: [812, 1452, 1061, 1464]
notice-e-sub: [571, 1452, 784, 1477]
toll-subhead-col: [328, 643, 446, 760]
shraddha-col-1: [173, 1121, 333, 1192]
police-suspend-line1: लापरवाही बरतने के: [14, 861, 157, 879]
police-suspend-rule: [14, 919, 157, 920]
notice-d-title-1: अभियुक्त व्यक्ति की हाजिरी: [978, 1036, 1223, 1052]
notice-a: [508, 1146, 726, 1324]
col2-rule: [174, 286, 384, 287]
lead-headline: [14, 69, 624, 140]
cm-kicker-rule: [508, 971, 628, 972]
quick-read-headline-line1: महिला के पेट से निकाली: [14, 652, 157, 670]
stf-col-2: [1003, 453, 1192, 592]
notice-f-body: सर्वसाधारण को सूचित किया जाता है कि अभियुक्त श्री सुभाष वर्मा पुत्र श्री-58, सन्देश, दिल्ली उम्र 42 वर्ष, पुत्र सुभाष सिंह निवासी मकान नं. 404/2019 में वांछित है। उक्त अभियुक्त व्यक्ति के विरुद्ध गिरफ्तारी वारंट जारी किया जा चुका है तथा उक्त अभियुक्त फरार है। अतएव एतद्द्वारा उक्त अभियुक्त व्यक्ति से अपेक्षा की जाती है कि वह दिनांक 15.05.2026 को या उससे पूर्व इस न्यायालय में उपस्थित होकर अपना जवाब प्रस्तुत करे।: [812, 1468, 1061, 1517]
cmyk-green: [722, 2292, 737, 2301]
classified-sign-2: तिरुपति नगर: [347, 1651, 550, 1661]
notice-d-sub: धारा 84 भारतीय नागरिक सुरक्षा संहिता—2023 देखिए: [976, 1073, 1225, 1085]
notice-f-title-1: अभियुक्त व्यक्ति की हाजिरी: [814, 1415, 1059, 1431]
classified-left-rule: [347, 1465, 442, 1466]
section-tag-label: उत्तर प्रदेश: [621, 31, 695, 58]
middle-right-block: [809, 605, 1381, 848]
stf-more-2: [1005, 605, 1191, 699]
masthead: [14, 8, 1415, 60]
notice-c-sub-1: धारा 82 संo/नागरिक/84 भारतीय: [976, 907, 1225, 919]
page-number-badge: 4: [28, 16, 66, 54]
